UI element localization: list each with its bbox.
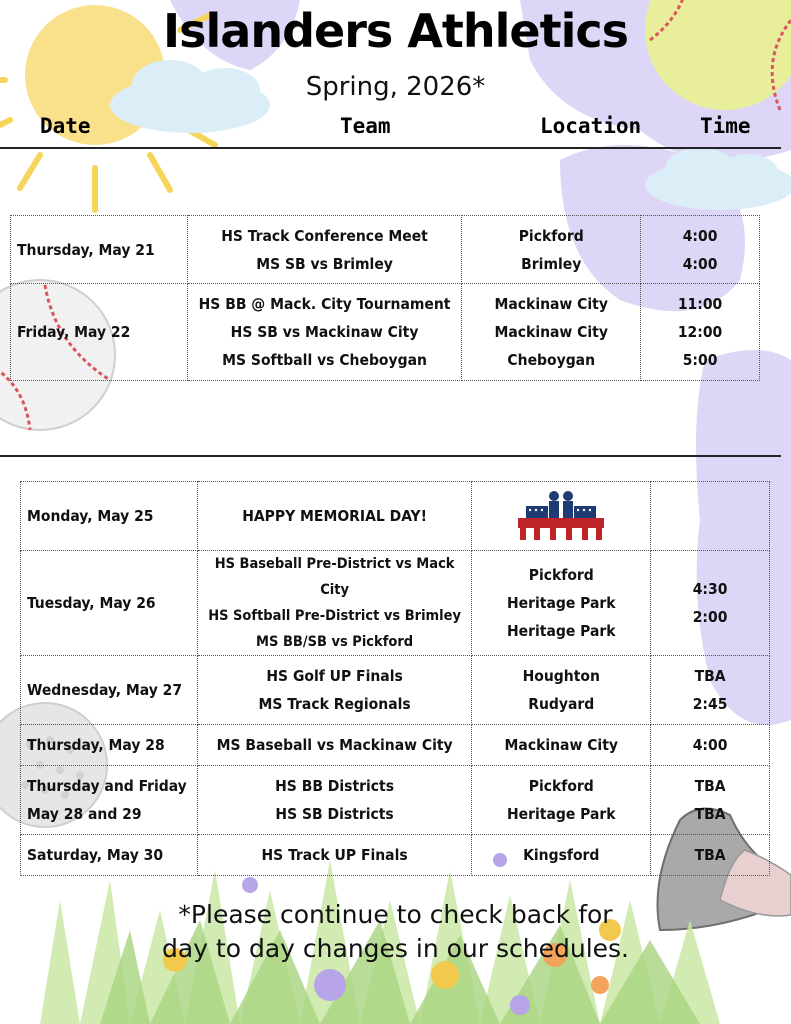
date-cell: Thursday, May 28 (21, 725, 198, 766)
team-entry: HS BB Districts (275, 777, 395, 795)
time-entry: TBA (694, 667, 726, 685)
date-cell: Tuesday, May 26 (21, 551, 198, 656)
location-entry: Pickford (528, 777, 594, 795)
location-cell (472, 725, 651, 766)
date-cell: Monday, May 25 (21, 482, 198, 551)
location-cell (472, 766, 651, 835)
date-cell: Friday, May 22 (11, 284, 188, 381)
time-cell (651, 725, 770, 766)
location-entry: Kingsford (523, 846, 600, 864)
column-header-time: Time (700, 114, 751, 138)
time-entry: 4:00 (692, 736, 728, 754)
memorial-day-soldiers-icon (516, 488, 606, 540)
time-cell (641, 284, 760, 381)
time-entry: 4:30 (692, 580, 728, 598)
location-entry: Mackinaw City (494, 295, 608, 313)
team-entry: HS Softball Pre-District vs Brimley (208, 608, 461, 624)
schedule-table-week2 (20, 481, 770, 876)
team-cell (197, 551, 472, 656)
team-entry: HAPPY MEMORIAL DAY! (242, 507, 427, 525)
location-entry: Heritage Park (507, 805, 616, 823)
column-header-team: Team (340, 114, 391, 138)
table-row (21, 656, 770, 725)
location-cell (462, 284, 641, 381)
team-entry: MS Track Regionals (258, 695, 411, 713)
footer-note (0, 898, 791, 966)
team-entry: HS Golf UP Finals (266, 667, 403, 685)
date-cell: Thursday, May 21 (11, 216, 188, 284)
location-cell (472, 482, 651, 551)
location-entry: Rudyard (528, 695, 595, 713)
week-divider (0, 455, 781, 457)
location-entry: Mackinaw City (504, 736, 618, 754)
schedule-table-week1 (10, 215, 760, 381)
team-cell (197, 835, 472, 876)
table-row (21, 835, 770, 876)
time-cell (651, 482, 770, 551)
team-cell (187, 216, 462, 284)
location-entry: Brimley (521, 254, 582, 273)
page-subtitle: Spring, 2026* (305, 72, 486, 102)
footer-line: *Please continue to check back for (178, 900, 613, 929)
time-entry: 11:00 (677, 295, 723, 313)
team-cell (197, 725, 472, 766)
date-cell (21, 766, 198, 835)
team-entry: MS SB vs Brimley (256, 254, 393, 273)
table-row (21, 482, 770, 551)
location-cell (472, 551, 651, 656)
location-entry: Cheboygan (507, 351, 596, 369)
time-entry: 12:00 (677, 323, 723, 341)
team-entry: MS BB/SB vs Pickford (256, 634, 414, 650)
time-entry: TBA (694, 777, 726, 795)
page-title: Islanders Athletics (163, 4, 628, 58)
time-entry: 4:00 (682, 254, 718, 273)
location-entry: Heritage Park (507, 594, 616, 612)
location-cell (462, 216, 641, 284)
header-divider (0, 147, 781, 149)
team-entry: HS Track Conference Meet (221, 226, 428, 245)
location-entry: Mackinaw City (494, 323, 608, 341)
time-entry: 4:00 (682, 226, 718, 245)
table-row (21, 725, 770, 766)
table-row (11, 216, 760, 284)
table-row (11, 284, 760, 381)
location-cell (472, 835, 651, 876)
time-entry: 2:45 (692, 695, 728, 713)
team-cell (187, 284, 462, 381)
time-cell (651, 551, 770, 656)
location-entry: Heritage Park (507, 622, 616, 640)
time-entry: TBA (694, 805, 726, 823)
time-cell (651, 656, 770, 725)
team-entry: HS BB @ Mack. City Tournament (198, 295, 451, 313)
column-header-date: Date (40, 114, 91, 138)
time-cell (651, 835, 770, 876)
team-cell (197, 482, 472, 551)
footer-line: day to day changes in our schedules. (162, 934, 629, 963)
table-row (21, 766, 770, 835)
team-cell (197, 766, 472, 835)
time-cell (651, 766, 770, 835)
table-row (21, 551, 770, 656)
date-entry: May 28 and 29 (27, 805, 142, 823)
location-entry: Pickford (528, 566, 594, 584)
team-entry: HS Track UP Finals (261, 846, 408, 864)
column-header-location: Location (540, 114, 642, 138)
location-cell (472, 656, 651, 725)
time-cell (641, 216, 760, 284)
team-entry: HS Baseball Pre-District vs Mack City (214, 556, 455, 598)
date-entry: Thursday and Friday (27, 777, 187, 795)
time-entry: TBA (694, 846, 726, 864)
team-cell (197, 656, 472, 725)
team-entry: MS Baseball vs Mackinaw City (216, 736, 453, 754)
time-entry: 2:00 (692, 608, 728, 626)
time-entry: 5:00 (682, 351, 718, 369)
date-cell: Wednesday, May 27 (21, 656, 198, 725)
team-entry: HS SB Districts (275, 805, 394, 823)
team-entry: HS SB vs Mackinaw City (230, 323, 419, 341)
location-entry: Houghton (522, 667, 600, 685)
team-entry: MS Softball vs Cheboygan (222, 351, 427, 369)
date-cell: Saturday, May 30 (21, 835, 198, 876)
location-entry: Pickford (518, 226, 584, 245)
